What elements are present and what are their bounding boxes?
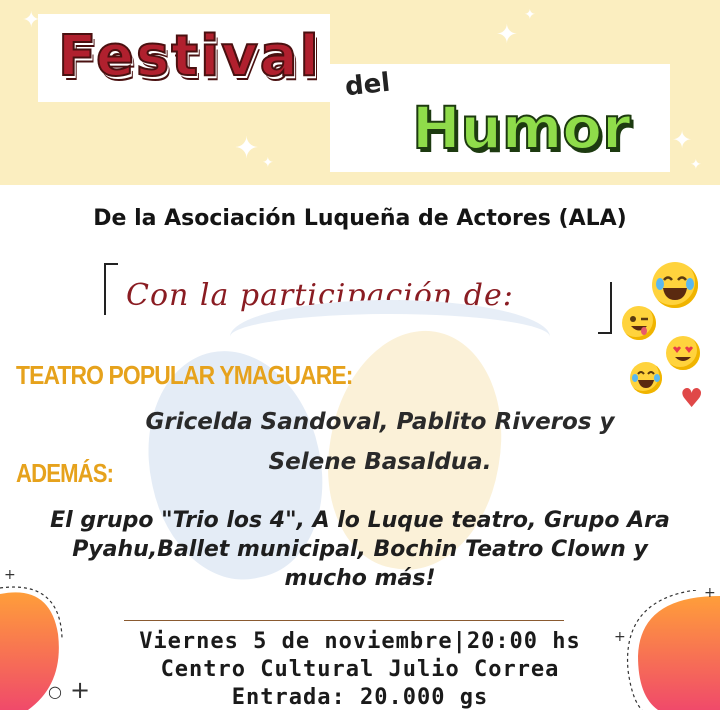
teatro-names-line: Gricelda Sandoval, Pablito Riveros y [145, 409, 615, 435]
heart-icon: ♥ [680, 384, 704, 414]
tears-of-joy-emoji-icon [630, 362, 662, 394]
teatro-heading: TEATRO POPULAR YMAGUARE: [16, 360, 353, 390]
plus-icon: + [704, 585, 716, 601]
other-groups [6, 506, 714, 593]
sparkle-icon: ✦ [22, 8, 41, 33]
event-entry-price: Entrada: 20.000 gs [231, 685, 489, 710]
other-groups-line: Pyahu,Ballet municipal, Bochin Teatro Clown y [72, 537, 648, 562]
title-festival: Festival [58, 24, 321, 89]
laughing-emoji-icon [652, 262, 698, 308]
heart-eyes-emoji-icon [666, 336, 700, 370]
event-date-time: Viernes 5 de noviembre|20:00 hs [139, 629, 581, 654]
sparkle-icon: ✦ [262, 155, 274, 171]
plus-icon: + [70, 676, 91, 704]
other-groups-line: El grupo "Trio los 4", A lo Luque teatro, Grupo Ara [50, 508, 670, 533]
event-venue: Centro Cultural Julio Correa [160, 657, 560, 682]
title-humor: Humor [412, 94, 631, 162]
other-groups-line: mucho más! [284, 566, 436, 591]
plus-icon: + [4, 567, 16, 583]
winking-emoji-icon [622, 306, 656, 340]
sparkle-icon: ✦ [672, 126, 693, 154]
sparkle-icon: ✦ [496, 20, 518, 50]
sparkle-icon: ✦ [234, 131, 260, 166]
organizer-line: De la Asociación Luqueña de Actores (ALA) [93, 206, 627, 231]
circle-icon: ○ [48, 682, 62, 701]
event-details [60, 628, 660, 712]
teatro-names-line: Selene Basaldua. [268, 449, 492, 475]
participation-label: Con la participación de: [126, 278, 514, 313]
plus-icon: + [614, 629, 626, 645]
teatro-names [70, 402, 690, 482]
divider [124, 620, 564, 621]
title-del: del [343, 67, 392, 103]
sparkle-icon: ✦ [524, 7, 536, 23]
sparkle-icon: ✦ [690, 157, 702, 173]
bracket-left [104, 263, 118, 315]
ademas-heading: ADEMÁS: [16, 458, 114, 488]
bracket-right [598, 282, 612, 334]
